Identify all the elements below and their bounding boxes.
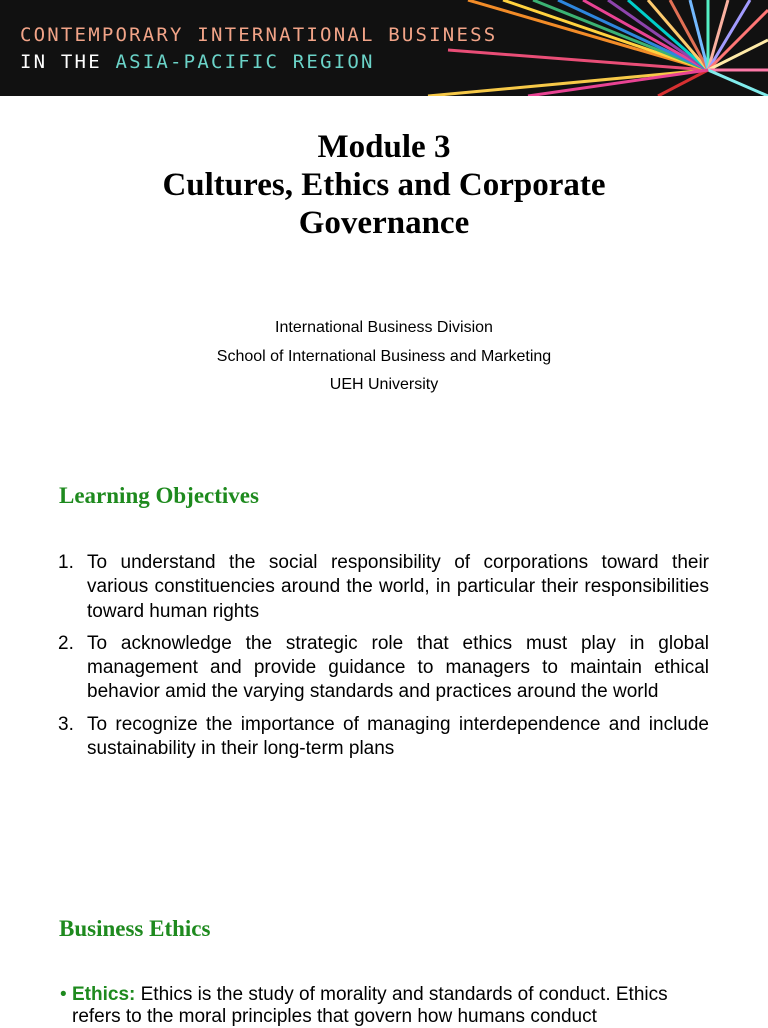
banner-title-line2 [20,51,375,73]
list-item-text: To understand the social responsibility of corporations toward their various constituencies around the world, in particular their responsibilities toward human rights [87,552,709,622]
module-title [0,128,768,242]
list-item-text: To recognize the importance of managing interdependence and include sustainability in their long-term plans [87,713,709,760]
list-item-number: 2. [58,632,74,654]
ethics-definition-body [60,984,700,1028]
affiliation-block [0,314,768,400]
ethics-term: Ethics: [72,984,136,1005]
module-title-line2: Cultures, Ethics and Corporate [162,167,606,203]
ethics-text: Ethics is the study of morality and standards of conduct. Ethics refers to the moral principles that govern how humans conduct [72,984,668,1027]
list-item [58,632,709,705]
affiliation-university: UEH University [329,376,439,393]
banner-line2-prefix: IN THE [20,51,116,73]
banner-burst-graphic [408,0,768,96]
affiliation-school: School of International Business and Marketing [216,347,552,365]
business-ethics-heading: Business Ethics [59,916,211,941]
module-title-line3: Governance [298,205,470,241]
learning-objectives-heading: Learning Objectives [59,483,259,508]
learning-objectives-list [58,551,709,769]
list-item-text: To acknowledge the strategic role that ethics must play in global management and provide guidance to managers to maintain ethical behavior amid the varying standards and practices around the world [87,632,709,703]
list-item [58,713,709,762]
ethics-definition [60,984,700,1028]
banner-title-line1: CONTEMPORARY INTERNATIONAL BUSINESS [20,24,498,46]
bullet-icon: • [60,984,67,1005]
list-item-number: 1. [58,552,74,573]
header-banner [0,0,768,96]
list-item-number: 3. [58,713,74,735]
banner-line2-highlight: ASIA-PACIFIC REGION [115,51,375,73]
list-item [58,551,709,624]
module-title-line1: Module 3 [317,129,451,165]
affiliation-division: International Business Division [275,319,493,336]
